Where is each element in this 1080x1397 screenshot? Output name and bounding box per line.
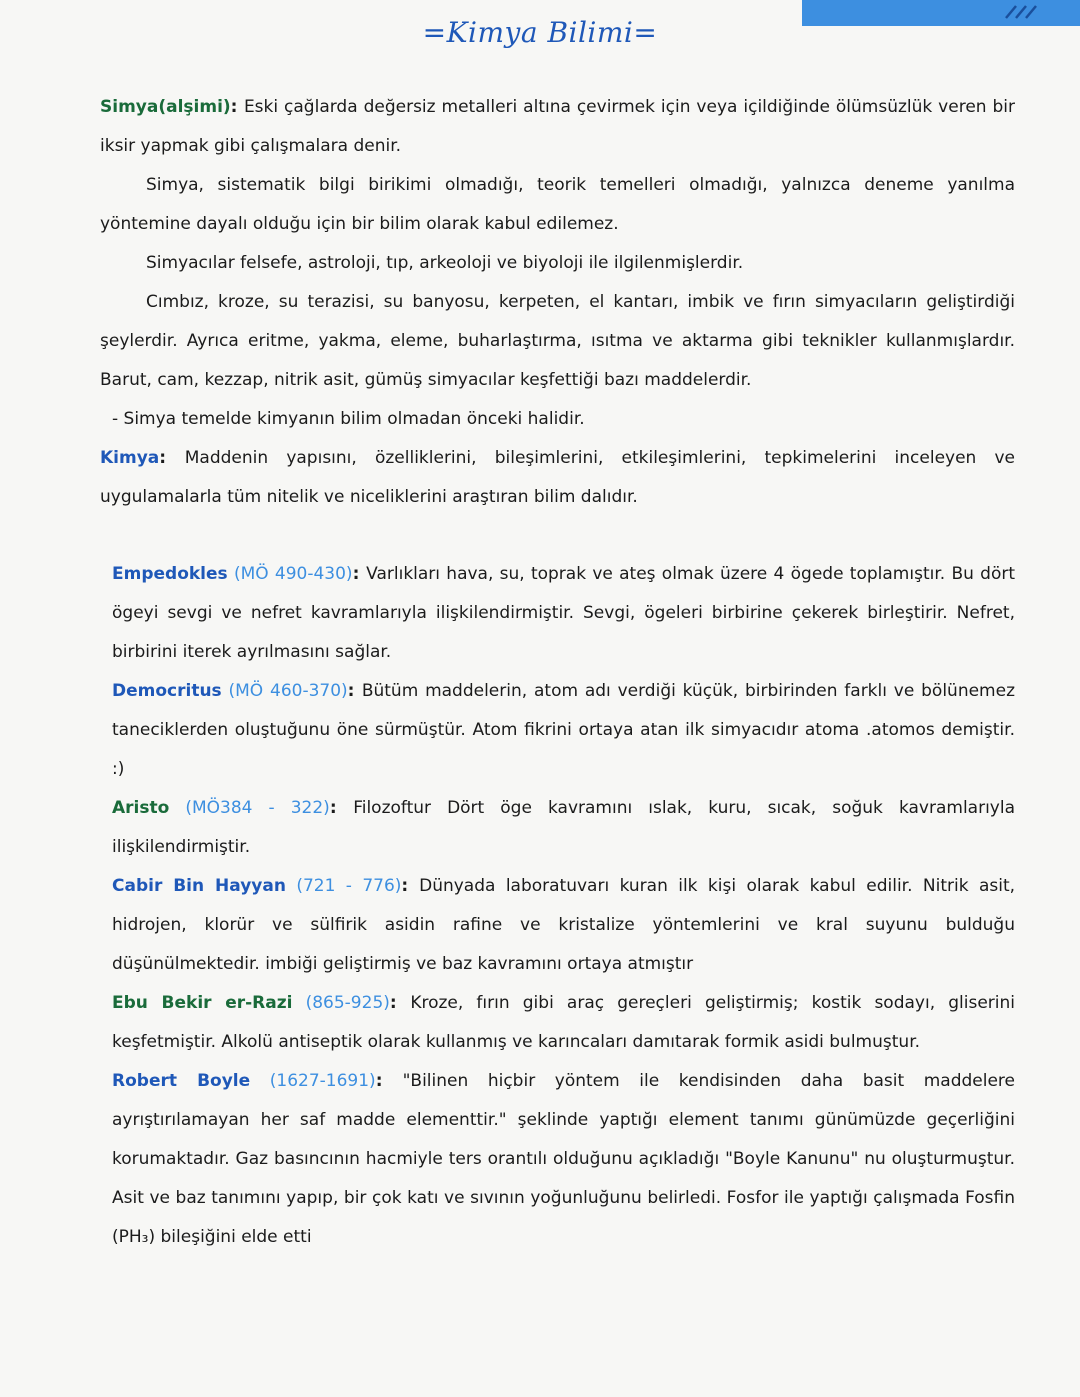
scientist-text: Dünyada laboratuvarı kuran ilk kişi olarak kabul edilir. Nitrik asit, hidrojen, klorür ve sülfirik asidin rafine ve kristalize yöntemlerini ve kral suyunu bulduğu düşünülmektedir. imbiği geliştirmiş ve baz kavramını ortaya atmıştır bbox=[112, 876, 1016, 974]
scientist-entry bbox=[100, 867, 1015, 984]
scientist-dates: (MÖ 490-430) bbox=[233, 564, 353, 584]
term-colon: : bbox=[347, 681, 362, 701]
simya-paragraph-4: Cımbız, kroze, su terazisi, su banyosu, kerpeten, el kantarı, imbik ve fırın simyacıların geliştirdiği şeylerdir. Ayrıca eritme, yakma, eleme, buharlaştırma, ısıtma ve aktarma gibi teknikler kullanmışlardır. Barut, cam, kezzap, nitrik asit, gümüş simyacılar keşfettiği bazı maddelerdir. bbox=[100, 292, 1015, 390]
scientist-name: Robert Boyle bbox=[112, 1071, 251, 1091]
scientist-text: Filozoftur Dört öge kavramını ıslak, kuru, sıcak, soğuk kavramlarıyla ilişkilendirmiştir. bbox=[112, 798, 1016, 857]
scientist-name: Democritus bbox=[112, 681, 222, 701]
simya-paragraph-2: Simya, sistematik bilgi birikimi olmadığı, teorik temelleri olmadığı, yalnızca deneme yanılma yöntemine dayalı olduğu için bir bilim olarak kabul edilemez. bbox=[100, 175, 1015, 234]
scientist-dates: (MÖ384 - 322) bbox=[185, 798, 330, 818]
scientist-text: Bütüm maddelerin, atom adı verdiği küçük, birbirinden farklı ve bölünemez taneciklerden oluştuğunu öne sürmüştür. Atom fikrini ortaya atan ilk simyacıdır atoma .atomos demiştir. :) bbox=[112, 681, 1016, 779]
scientist-text: "Bilinen hiçbir yöntem ile kendisinden daha basit maddelere ayrıştırılamayan her saf madde elementtir." şeklinde yaptığı element tanımı günümüzde geçerliğini korumaktadır. Gaz basıncının hacmiyle ters orantılı olduğunu açıkladığı "Boyle Kanunu" nu oluşturmuştur. Asit ve baz tanımını yapıp, bir çok katı ve sıvının yoğunluğunu belirledi. Fosfor ile yaptığı çalışmada Fosfin (PH₃) bileşiğini elde etti bbox=[112, 1071, 1016, 1247]
scientist-entry bbox=[100, 672, 1015, 789]
scientist-dates: (721 - 776) bbox=[296, 876, 402, 896]
term-colon: : bbox=[352, 564, 367, 584]
term-simya: Simya(alşimi) bbox=[100, 97, 231, 117]
term-colon: : bbox=[159, 448, 185, 468]
scientist-entry bbox=[100, 555, 1015, 672]
term-colon: : bbox=[375, 1071, 403, 1091]
term-colon: : bbox=[389, 993, 411, 1013]
scientist-name: Aristo bbox=[112, 798, 170, 818]
scientist-text: Varlıkları hava, su, toprak ve ateş olmak üzere 4 ögede toplamıştır. Bu dört ögeyi sevgi ve nefret kavramlarıyla ilişkilendirmiştir. Sevgi, ögeleri birbirine çekerek birleştirir. Nefret, birbirini iterek ayrılmasını sağlar. bbox=[112, 564, 1015, 662]
scientist-dates: (1627-1691) bbox=[269, 1071, 376, 1091]
term-colon: : bbox=[230, 97, 244, 117]
simya-paragraph-3: Simyacılar felsefe, astroloji, tıp, arkeoloji ve biyoloji ile ilgilenmişlerdir. bbox=[146, 253, 744, 273]
scientist-dates: (MÖ 460-370) bbox=[228, 681, 348, 701]
simya-definition-text: Eski çağlarda değersiz metalleri altına çevirmek için veya içildiğinde ölümsüzlük veren bir iksir yapmak gibi çalışmalara denir. bbox=[100, 97, 1015, 156]
simya-definition bbox=[100, 88, 1015, 166]
simya-note: - Simya temelde kimyanın bilim olmadan önceki halidir. bbox=[112, 409, 585, 429]
kimya-definition-text: Maddenin yapısını, özelliklerini, bileşimlerini, etkileşimlerini, tepkimelerini inceleyen ve uygulamalarla tüm nitelik ve niceliklerini araştıran bilim dalıdır. bbox=[100, 448, 1015, 507]
page-title: =Kimya Bilimi= bbox=[422, 16, 658, 49]
notes-body bbox=[100, 88, 1015, 1257]
scientist-entry bbox=[100, 1062, 1015, 1257]
scientist-dates: (865-925) bbox=[305, 993, 390, 1013]
kimya-definition bbox=[100, 439, 1015, 517]
scientist-name: Ebu Bekir er-Razi bbox=[112, 993, 293, 1013]
term-kimya: Kimya bbox=[100, 448, 160, 468]
term-colon: : bbox=[401, 876, 420, 896]
scientist-entry bbox=[100, 789, 1015, 867]
scientist-name: Empedokles bbox=[112, 564, 228, 584]
scientist-entry bbox=[100, 984, 1015, 1062]
term-colon: : bbox=[329, 798, 354, 818]
section-gap bbox=[100, 517, 1015, 555]
scientist-text: Kroze, fırın gibi araç gereçleri geliştirmiş; kostik sodayı, gliserini keşfetmiştir. Alkolü antiseptik olarak kullanmış ve karıncaları damıtarak formik asidi bulmuştur. bbox=[112, 993, 1015, 1052]
scientist-name: Cabir Bin Hayyan bbox=[112, 876, 286, 896]
